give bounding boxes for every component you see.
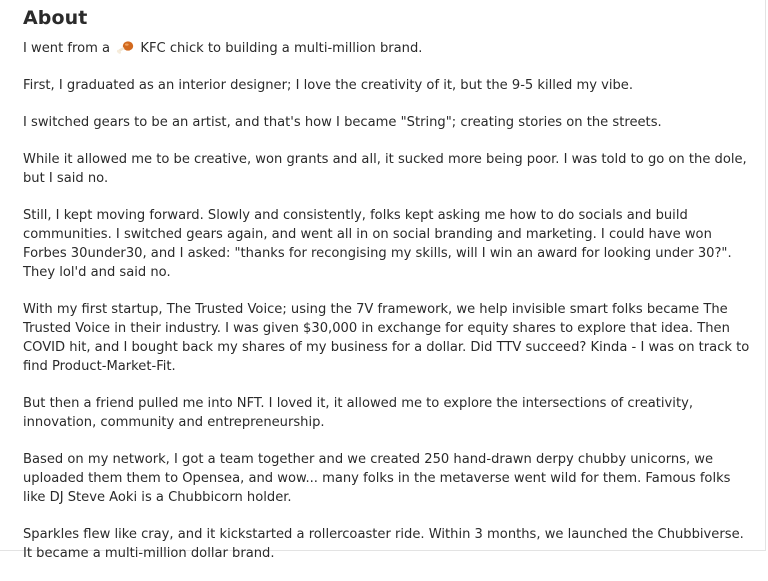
about-paragraph: Sparkles flew like cray, and it kickstarted a rollercoaster ride. Within 3 months, we launched the Chubbiverse. It became a multi-million dollar brand. <box>23 527 744 561</box>
about-paragraph: With my first startup, The Trusted Voice; using the 7V framework, we help invisible smart folks became The Trusted Voice in their industry. I was given $30,000 in exchange for equity shares to explore that idea. Then COVID hit, and I bought back my shares of my business for a dollar. Did TTV succeed? Kinda - I was on track to find Product-Market-Fit. <box>23 302 750 374</box>
about-paragraph: First, I graduated as an interior designer; I love the creativity of it, but the 9-5 killed my vibe. <box>23 78 634 93</box>
intro-text-end: KFC chick to building a multi-million brand. <box>140 41 423 56</box>
about-paragraph: But then a friend pulled me into NFT. I loved it, it allowed me to explore the intersections of creativity, innovation, community and entrepreneurship. <box>23 396 693 430</box>
about-paragraph: While it allowed me to be creative, won grants and all, it sucked more being poor. I was told to go on the dole, but I said no. <box>23 152 747 186</box>
about-paragraph-intro <box>23 39 751 58</box>
about-paragraph: I switched gears to be an artist, and that's how I became "String"; creating stories on the streets. <box>23 115 662 130</box>
about-paragraph: Based on my network, I got a team together and we created 250 hand-drawn derpy chubby unicorns, we uploaded them them to Opensea, and wow... many folks in the metaverse went wild for them. Famous folks like DJ Steve Aoki is a Chubbicorn holder. <box>23 452 731 505</box>
drumstick-icon <box>116 40 134 54</box>
intro-text-start: I went from a <box>23 41 111 56</box>
about-text <box>23 39 751 581</box>
section-title: About <box>23 7 88 29</box>
about-paragraph: Still, I kept moving forward. Slowly and consistently, folks kept asking me how to do socials and build communities. I switched gears again, and went all in on social branding and marketing. I could have won Forbes 30under30, and I asked: "thanks for recongising my skills, will I win an award for looking under 30?". They lol'd and said no. <box>23 208 732 280</box>
